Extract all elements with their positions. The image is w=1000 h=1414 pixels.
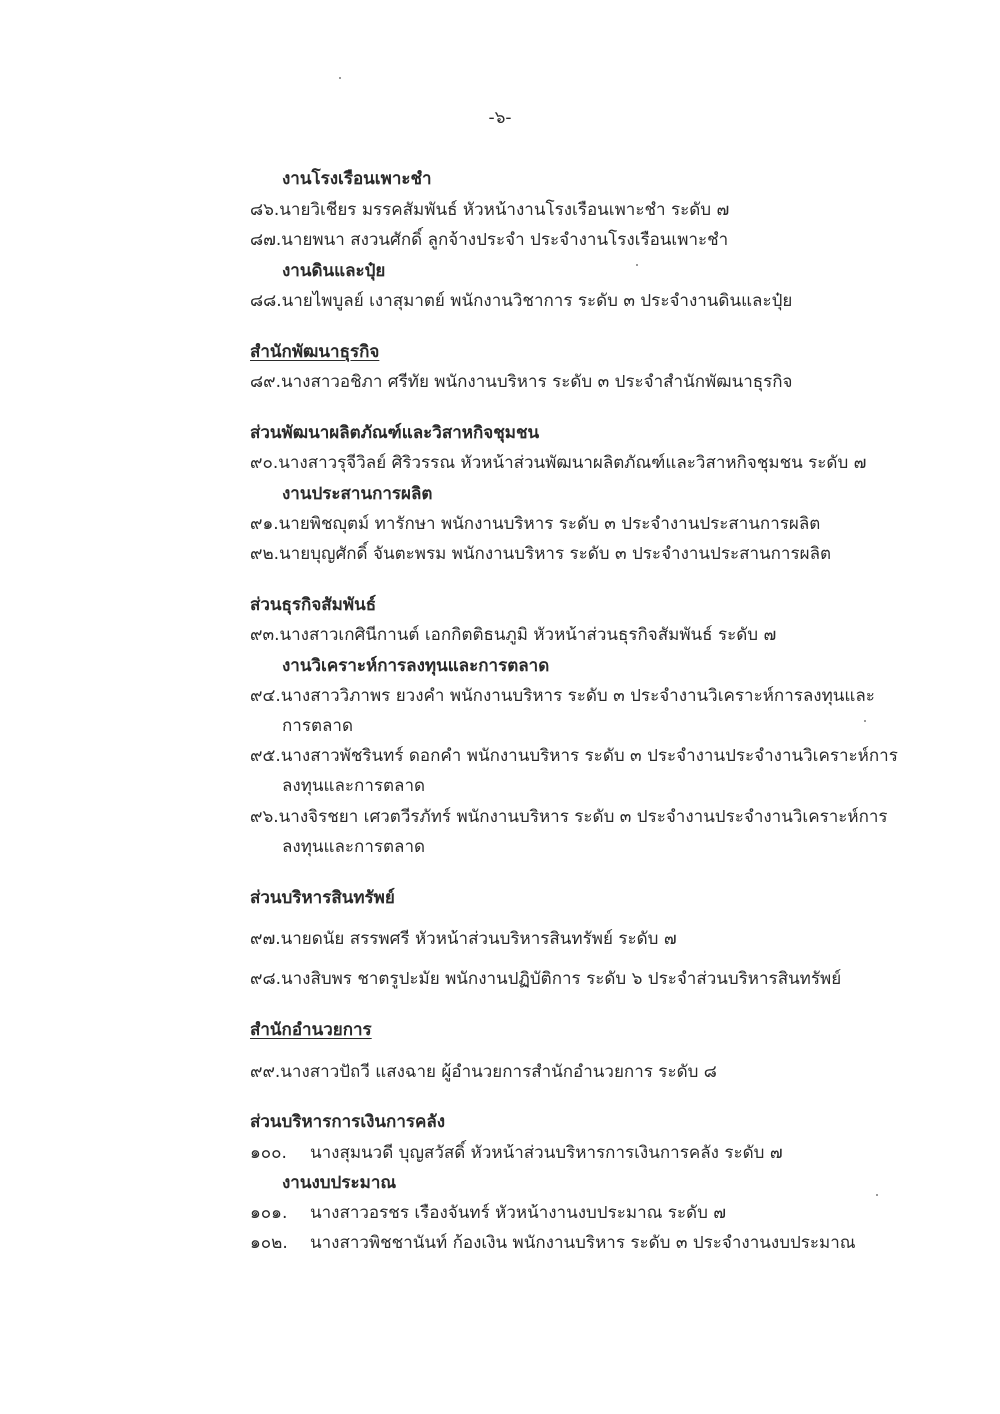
staff-line-96: ๙๖.นางจิรชยา เศวตวีรภัทร์ พนักงานบริหาร ระดับ ๓ ประจำงานประจำงานวิเคราะห์การ	[250, 807, 888, 827]
item-text: นางสุมนวดี บุญสวัสดิ์ หัวหน้าส่วนบริหารการเงินการคลัง ระดับ ๗	[310, 1143, 783, 1163]
item-number: ๑๐๑.	[250, 1203, 288, 1223]
unit-heading-investment: งานวิเคราะห์การลงทุนและการตลาด	[282, 656, 550, 676]
staff-line-90: ๙๐.นางสาวรุจีวิลย์ ศิริวรรณ หัวหน้าส่วนพัฒนาผลิตภัณฑ์และวิสาหกิจชุมชน ระดับ ๗	[250, 453, 867, 473]
staff-line-91: ๙๑.นายพิชญุตม์ ทารักษา พนักงานบริหาร ระดับ ๓ ประจำงานประสานการผลิต	[250, 514, 821, 534]
staff-line-86: ๘๖.นายวิเชียร มรรคสัมพันธ์ หัวหน้างานโรงเรือนเพาะชำ ระดับ ๗	[250, 200, 730, 220]
staff-line-88: ๘๘.นายไพบูลย์ เงาสุมาตย์ พนักงานวิชาการ ระดับ ๓ ประจำงานดินและปุ๋ย	[250, 291, 793, 311]
section-heading-administration: สำนักอำนวยการ	[250, 1020, 372, 1040]
staff-line-101	[250, 1201, 726, 1225]
staff-line-100	[250, 1141, 783, 1165]
item-text: นางสาวพิชชานันท์ ก้องเงิน พนักงานบริหาร ระดับ ๓ ประจำงานงบประมาณ	[310, 1233, 856, 1253]
staff-line-94-cont: การตลาด	[282, 716, 354, 736]
staff-line-93: ๙๓.นางสาวเกศินีกานต์ เอกกิตติธนภูมิ หัวหน้าส่วนธุรกิจสัมพันธ์ ระดับ ๗	[250, 625, 777, 645]
scan-speck	[864, 720, 866, 722]
staff-line-102	[250, 1231, 856, 1255]
staff-line-98: ๙๘.นางสิบพร ชาตรูปะมัย พนักงานปฏิบัติการ ระดับ ๖ ประจำส่วนบริหารสินทรัพย์	[250, 969, 842, 989]
page-number: -๖-	[488, 108, 512, 128]
staff-line-87: ๘๗.นายพนา สงวนศักดิ์ ลูกจ้างประจำ ประจำงานโรงเรือนเพาะชำ	[250, 230, 729, 250]
staff-line-89: ๘๙.นางสาวอชิภา ศรีทัย พนักงานบริหาร ระดับ ๓ ประจำสำนักพัฒนาธุรกิจ	[250, 372, 793, 392]
unit-heading-nursery: งานโรงเรือนเพาะชำ	[282, 169, 432, 189]
item-text: นางสาวอรชร เรืองจันทร์ หัวหน้างานงบประมาณ ระดับ ๗	[310, 1203, 727, 1223]
section-heading-assets: ส่วนบริหารสินทรัพย์	[250, 888, 395, 908]
staff-line-99: ๙๙.นางสาวปัถวี แสงฉาย ผู้อำนวยการสำนักอำนวยการ ระดับ ๘	[250, 1062, 717, 1082]
scan-speck	[339, 77, 341, 79]
staff-line-97: ๙๗.นายดนัย สรรพศรี หัวหน้าส่วนบริหารสินทรัพย์ ระดับ ๗	[250, 929, 677, 949]
section-heading-business-relations: ส่วนธุรกิจสัมพันธ์	[250, 595, 377, 615]
section-heading-product-dev: ส่วนพัฒนาผลิตภัณฑ์และวิสาหกิจชุมชน	[250, 423, 540, 443]
scan-speck	[636, 264, 638, 266]
staff-line-96-cont: ลงทุนและการตลาด	[282, 837, 426, 857]
section-heading-business-dev: สำนักพัฒนาธุรกิจ	[250, 342, 380, 362]
staff-line-92: ๙๒.นายบุญศักดิ์ จันตะพรม พนักงานบริหาร ระดับ ๓ ประจำงานประสานการผลิต	[250, 544, 832, 564]
unit-heading-budget: งานงบประมาณ	[282, 1173, 397, 1193]
staff-line-95-cont: ลงทุนและการตลาด	[282, 776, 426, 796]
item-number: ๑๐๐.	[250, 1143, 287, 1163]
staff-line-95: ๙๕.นางสาวพัชรินทร์ ดอกคำ พนักงานบริหาร ระดับ ๓ ประจำงานประจำงานวิเคราะห์การ	[250, 746, 898, 766]
item-number: ๑๐๒.	[250, 1233, 288, 1253]
section-heading-finance: ส่วนบริหารการเงินการคลัง	[250, 1112, 446, 1132]
scan-speck	[876, 1194, 878, 1196]
unit-heading-soil: งานดินและปุ๋ย	[282, 261, 386, 281]
staff-line-94: ๙๔.นางสาววิภาพร ยวงคำ พนักงานบริหาร ระดับ ๓ ประจำงานวิเคราะห์การลงทุนและ	[250, 686, 875, 706]
unit-heading-production: งานประสานการผลิต	[282, 484, 433, 504]
